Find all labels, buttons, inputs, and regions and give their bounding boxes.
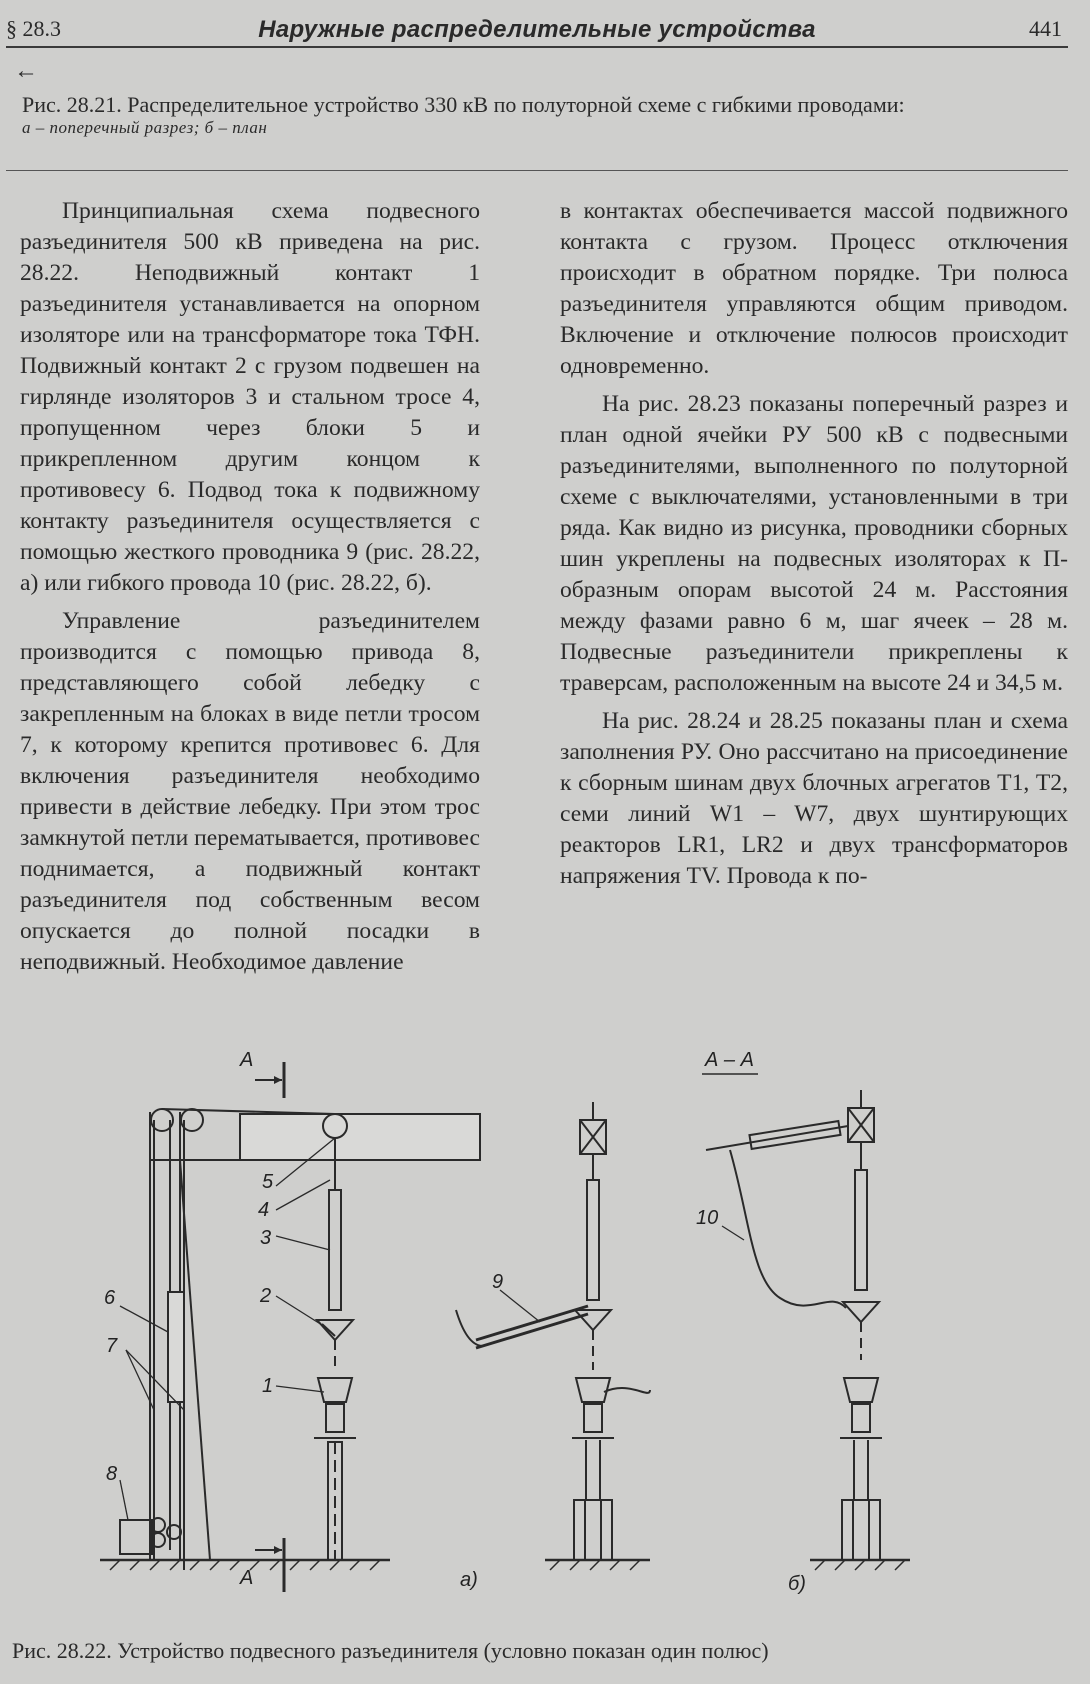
- figure-caption-28-21-legend: а – поперечный разрез; б – план: [22, 118, 268, 137]
- divider: [6, 170, 1068, 171]
- running-title: Наружные распределительные устройства: [258, 16, 816, 43]
- callout-4: 4: [258, 1199, 270, 1221]
- section-mark-bottom: А: [240, 1567, 254, 1589]
- page-number: 441: [1029, 16, 1062, 41]
- callout-3: 3: [260, 1227, 272, 1249]
- paragraph: На рис. 28.24 и 28.25 показаны план и схема заполнения РУ. Оно рассчитано на присоединение к сборным шинам двух блочных агрегатов Т1, Т2, семи линий W1 – W7, двух шунтирующих реакторов LR1, LR2 и двух трансформаторов напряжения TV. Провода к по-: [560, 708, 1068, 889]
- left-text-column: [20, 196, 480, 978]
- disconnector-drawing: [90, 1040, 990, 1620]
- callout-5: 5: [262, 1171, 274, 1193]
- subfigure-a-label: а): [460, 1569, 478, 1591]
- left-arrow-icon: ←: [14, 58, 38, 84]
- callout-9: 9: [492, 1271, 504, 1293]
- figure-caption-28-22: Рис. 28.22. Устройство подвесного разъединителя (условно показан один полюс): [12, 1638, 769, 1663]
- callout-10: 10: [696, 1207, 719, 1229]
- section-title: А – А: [705, 1049, 754, 1071]
- subfigure-b-label: б): [788, 1573, 806, 1595]
- figure-caption-28-21: Рис. 28.21. Распределительное устройство 330 кВ по полуторной схеме с гибкими проводами:: [22, 92, 905, 117]
- right-text-column: [560, 196, 1068, 892]
- paragraph: Управление разъединителем производится с помощью привода 8, представляющего собой лебедку с закрепленным на блоках в виде петли тросом 7, к которому крепится противовес 6. Для включения разъединителя необходимо привести в действие лебедку. При этом трос замкнутой петли перематывается, противовес поднимается, а подвижный контакт разъединителя под собственным весом опускается до полной посадки в неподвижный. Необходимое давление: [20, 608, 480, 975]
- paragraph: Принципиальная схема подвесного разъединителя 500 кВ приведена на рис. 28.22. Неподвижный контакт 1 разъединителя устанавливается на опорном изоляторе или на трансформаторе тока ТФН. Подвижный контакт 2 с грузом подвешен на гирлянде изоляторов 3 и стальном тросе 4, пропущенном через блоки 5 и прикрепленном другим концом к противовесу 6. Подвод тока к подвижному контакту разъединителя осуществляется с помощью жесткого проводника 9 (рис. 28.22, а) или гибкого провода 10 (рис. 28.22, б).: [20, 198, 480, 596]
- callout-2: 2: [260, 1285, 272, 1307]
- section-mark-top: А: [240, 1049, 254, 1071]
- callout-7: 7: [106, 1335, 118, 1357]
- paragraph: в контактах обеспечивается массой подвижного контакта с грузом. Процесс отключения происходит в обратном порядке. Три полюса разъединителя управляются общим приводом. Включение и отключение полюсов происходит одновременно.: [560, 198, 1068, 379]
- section-number: § 28.3: [6, 16, 61, 41]
- callout-6: 6: [104, 1287, 116, 1309]
- paragraph: На рис. 28.23 показаны поперечный разрез и план одной ячейки РУ 500 кВ с подвесными разъединителями, выполненного по полуторной схеме с выключателями, установленными в три ряда. Как видно из рисунка, проводники сборных шин укреплены на подвесных изоляторах к П-образным опорам высотой 24 м. Расстояния между фазами равно 6 м, шаг ячеек – 28 м. Подвесные разъединители прикреплены к траверсам, расположенным на высоте 24 и 34,5 м.: [560, 391, 1068, 696]
- running-head: [6, 10, 1068, 48]
- callout-8: 8: [106, 1463, 118, 1485]
- callout-1: 1: [262, 1375, 274, 1397]
